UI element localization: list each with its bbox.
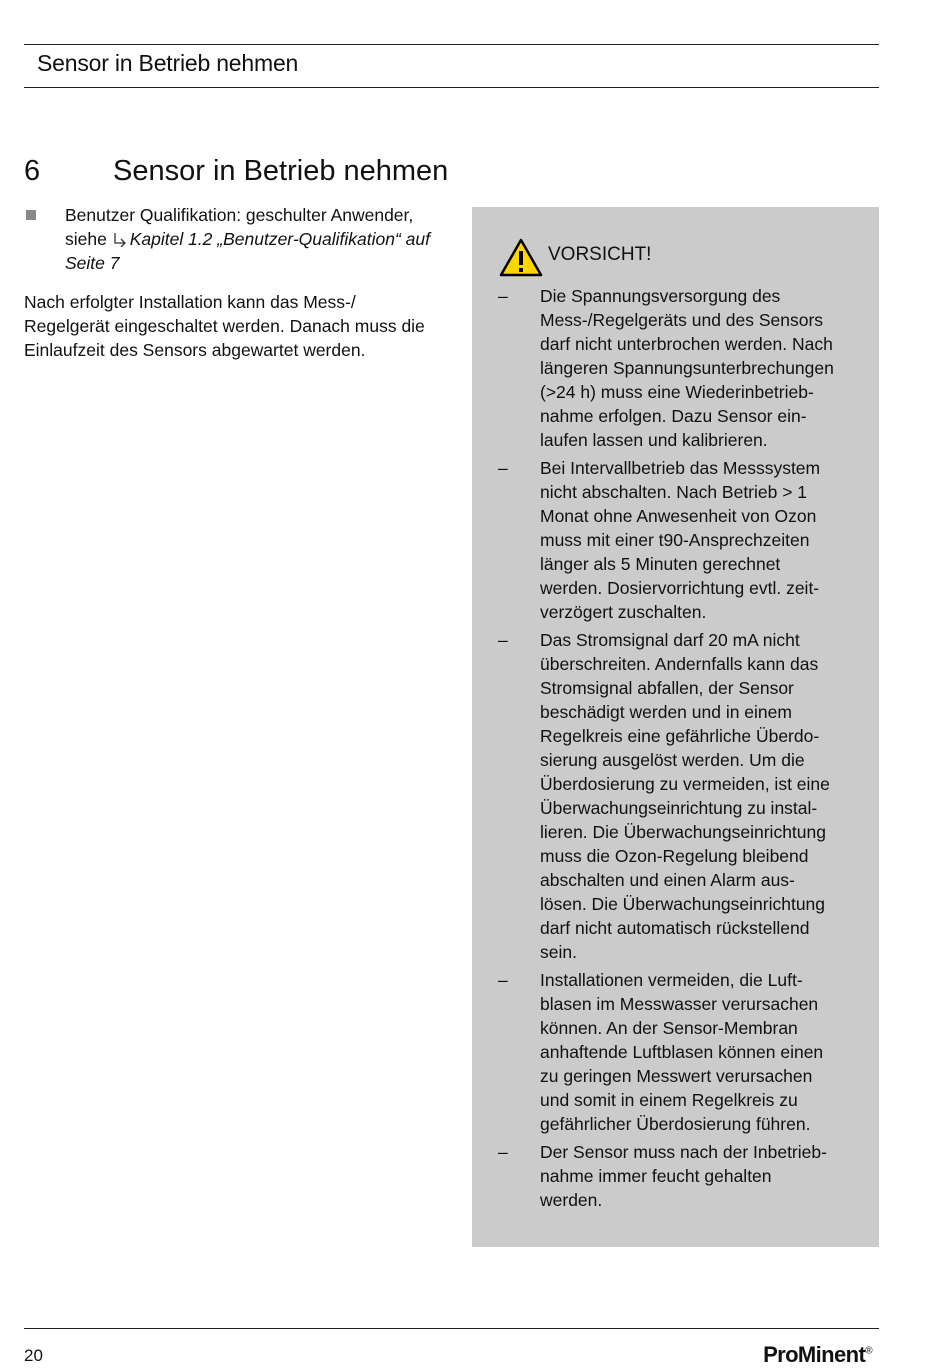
caution-label: VORSICHT! xyxy=(548,244,652,265)
footer-rule xyxy=(24,1328,879,1329)
caution-item-text: Installationen vermeiden, die Luft- blasen im Messwasser verursachen können. An der Sensor-Membran anhaftende Luftblasen können einen zu geringen Messwert verursachen und somit in einem Regelkreis zu gefährlicher Überdosierung führen. xyxy=(540,970,824,1134)
chapter-title: Sensor in Betrieb nehmen xyxy=(113,155,449,187)
header-rule-bottom xyxy=(24,87,879,88)
caution-item-text: Das Stromsignal darf 20 mA nicht überschreiten. Andernfalls kann das Stromsignal abfallen, der Sensor beschädigt werden und in einem Regelkreis eine gefährliche Überdo- sierung ausgelöst werden. Um die Überdosierung zu vermeiden, ist eine Überwachungseinrichtung zu instal- lieren. Die Überwachungseinrichtung muss die Ozon-Regelung bleibend abschalten und einen Alarm aus- lösen. Die Überwachungseinrichtung darf nicht automatisch rückstellend sein. xyxy=(540,630,830,962)
caution-item-text: Die Spannungsversorgung des Mess-/Regelgeräts und des Sensors darf nicht unterbrochen werden. Nach längeren Spannungsunterbrechungen (>24 h) muss eine Wiederinbetrieb- nahme erfolgen. Dazu Sensor ein- laufen lassen und kalibrieren. xyxy=(540,286,834,450)
dash-marker: – xyxy=(498,970,508,990)
dash-marker: – xyxy=(498,286,508,306)
qualification-bullet xyxy=(24,203,434,275)
chapter-reference-link[interactable]: Kapitel 1.2 „Benutzer-Qualifikation“ auf Seite 7 xyxy=(65,229,430,273)
warning-triangle-icon xyxy=(499,238,543,278)
caution-list xyxy=(472,284,879,1216)
logo-text: ProMinent xyxy=(763,1342,866,1367)
chapter-number: 6 xyxy=(24,155,41,187)
dash-marker: – xyxy=(498,1142,508,1162)
caution-item xyxy=(472,1140,879,1212)
caution-item-text: Der Sensor muss nach der Inbetrieb- nahme immer feucht gehalten werden. xyxy=(540,1142,827,1210)
caution-item xyxy=(472,628,879,964)
left-column xyxy=(24,203,434,362)
intro-paragraph: Nach erfolgter Installation kann das Mess-/ Regelgerät eingeschaltet werden. Danach muss die Einlaufzeit des Sensors abgewartet werden. xyxy=(24,292,425,360)
registered-mark: ® xyxy=(865,1345,872,1357)
caution-item-text: Bei Intervallbetrieb das Messsystem nicht abschalten. Nach Betrieb > 1 Monat ohne Anwesenheit von Ozon muss mit einer t90-Ansprechzeiten länger als 5 Minuten gerechnet werden. Dosiervorrichtung evtl. zeit- verzögert zuschalten. xyxy=(540,458,821,622)
caution-item xyxy=(472,968,879,1136)
caution-box xyxy=(472,207,879,1247)
arrow-link-icon xyxy=(112,229,130,245)
bullet-text: Benutzer Qualifikation: geschulter Anwender, siehe xyxy=(65,205,414,249)
page-number: 20 xyxy=(24,1346,43,1365)
caution-item xyxy=(472,284,879,452)
bullet-square-icon xyxy=(26,210,36,220)
prominent-logo xyxy=(763,1342,872,1368)
header-rule-top xyxy=(24,44,879,45)
running-header-title: Sensor in Betrieb nehmen xyxy=(37,50,299,76)
dash-marker: – xyxy=(498,630,508,650)
dash-marker: – xyxy=(498,458,508,478)
caution-item xyxy=(472,456,879,624)
